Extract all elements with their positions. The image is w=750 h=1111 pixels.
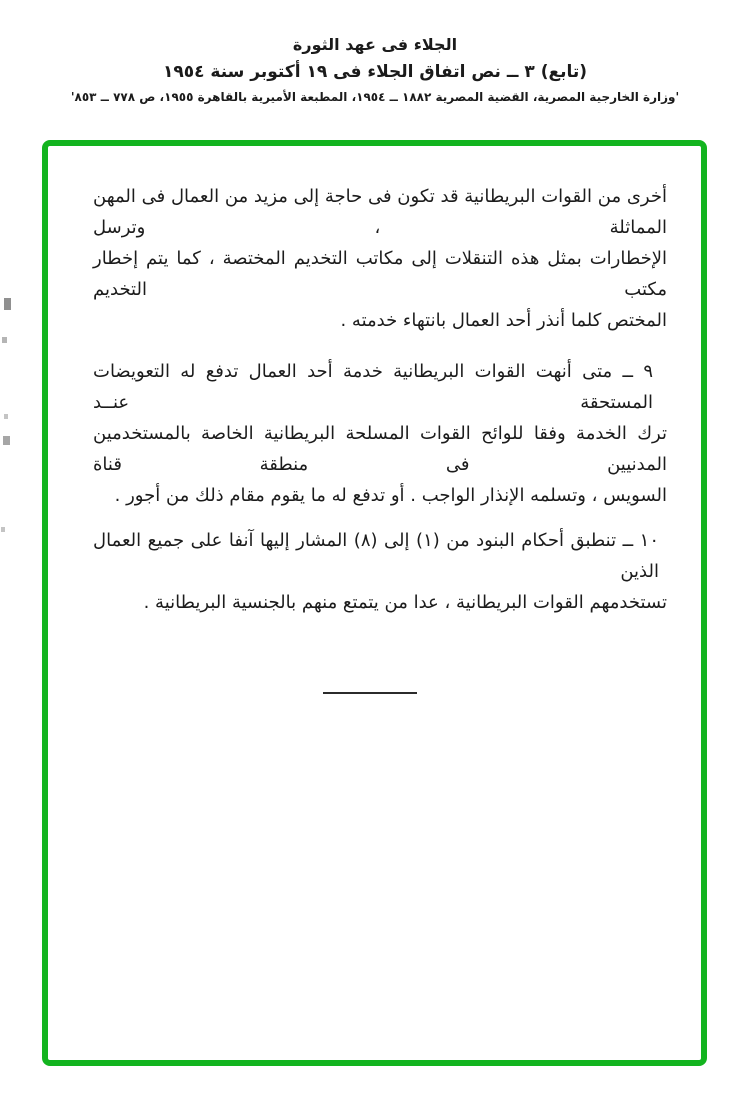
text-line: المختص كلما أنذر أحد العمال بانتهاء خدمته . bbox=[340, 310, 667, 331]
text-line: ٩ ــ متى أنهت القوات البريطانية خدمة أحد العمال تدفع له التعويضات المستحقة عنــد bbox=[93, 361, 653, 413]
text-line: الإخطارات بمثل هذه التنقلات إلى مكاتب التخديم المختصة ، كما يتم إخطار مكتب التخديم bbox=[93, 248, 667, 300]
text-line: السويس ، وتسلمه الإنذار الواجب . أو تدفع له ما يقوم مقام ذلك من أجور . bbox=[114, 485, 667, 506]
scan-artifact-mark bbox=[2, 337, 7, 343]
page-subtitle: (تابع) ٣ ــ نص اتفاق الجلاء فى ١٩ أكتوبر سنة ١٩٥٤ bbox=[162, 62, 588, 82]
paragraph-continuation bbox=[93, 181, 667, 336]
page-header bbox=[0, 34, 750, 105]
scan-artifact-mark bbox=[3, 436, 10, 445]
text-line: أخرى من القوات البريطانية قد تكون فى حاجة إلى مزيد من العمال فى المهن المماثلة ، وترسل bbox=[93, 186, 667, 238]
text-line: ترك الخدمة وفقا للوائح القوات المسلحة البريطانية الخاصة بالمستخدمين المدنيين فى منطقة قناة bbox=[93, 423, 667, 475]
scan-artifact-mark bbox=[4, 414, 8, 419]
text-line: ١٠ ــ تنطبق أحكام البنود من (١) إلى (٨) المشار إليها آنفا على جميع العمال الذين bbox=[93, 530, 659, 582]
paragraph-clause-10 bbox=[93, 525, 667, 618]
scan-artifact-mark bbox=[4, 298, 11, 310]
section-divider bbox=[323, 692, 417, 694]
source-citation: 'وزارة الخارجية المصرية، القضية المصرية ١٨٨٢ ــ ١٩٥٤، المطبعة الأميرية بالقاهرة ١٩٥٥، ص ٧٧٨ ــ ٨٥٣' bbox=[70, 90, 680, 104]
scan-artifact-mark bbox=[1, 527, 5, 532]
page-title: الجلاء فى عهد الثورة bbox=[292, 35, 458, 54]
text-line: تستخدمهم القوات البريطانية ، عدا من يتمتع منهم بالجنسية البريطانية . bbox=[143, 592, 667, 613]
paragraph-clause-9 bbox=[93, 356, 667, 511]
document-body bbox=[93, 181, 667, 694]
